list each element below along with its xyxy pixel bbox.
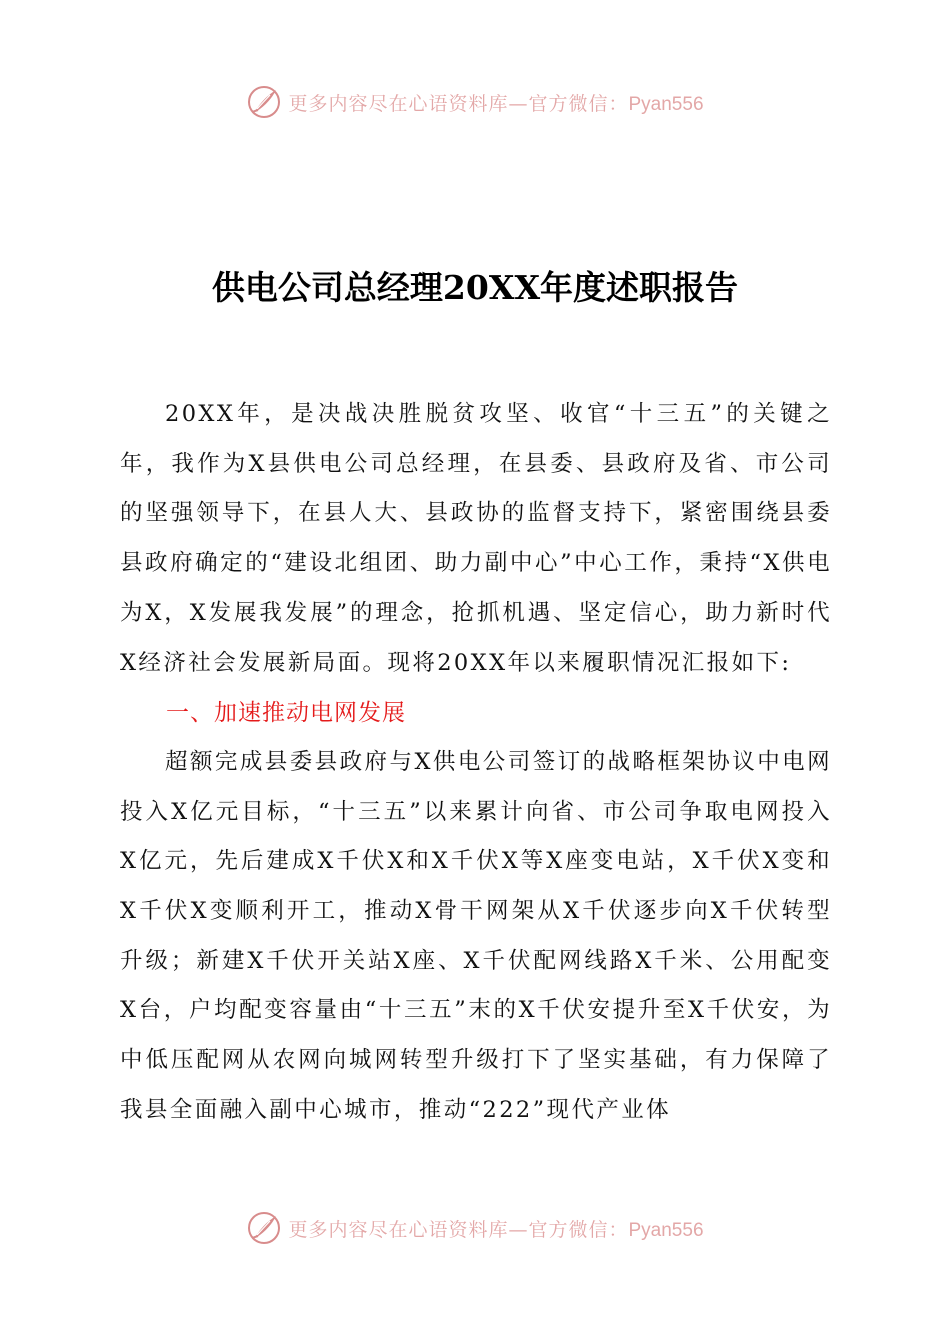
- watermark-text: 更多内容尽在心语资料库—官方微信：Pyan556: [288, 92, 704, 115]
- document-body: [120, 390, 832, 1136]
- watermark-wechat-id: Pyan556: [628, 93, 704, 115]
- document-title: 供电公司总经理20XX年度述职报告: [211, 268, 739, 307]
- intro-paragraph: 20XX年，是决战决胜脱贫攻坚、收官“十三五”的关键之年，我作为X县供电公司总经理，在县委、县政府及省、市公司的坚强领导下，在县人大、县政协的监督支持下，紧密围绕县委县政府确定的“建设北组团、助力副中心”中心工作，秉持“X供电为X，X发展我发展”的理念，抢抓机遇、坚定信心，助力新时代X经济社会发展新局面。现将20XX年以来履职情况汇报如下:: [120, 401, 832, 676]
- section-heading-1: 一、加速推动电网发展: [166, 699, 406, 726]
- watermark-wechat-id: Pyan556: [628, 1219, 704, 1241]
- quill-logo-icon: [246, 84, 282, 120]
- watermark-text: 更多内容尽在心语资料库—官方微信：Pyan556: [288, 1218, 704, 1241]
- quill-logo-icon: [246, 1210, 282, 1246]
- section-1-paragraph: 超额完成县委县政府与X供电公司签订的战略框架协议中电网投入X亿元目标，“十三五”以来累计向省、市公司争取电网投入X亿元，先后建成X千伏X和X千伏X等X座变电站，X千伏X变和X千伏X变顺利开工，推动X骨干网架从X千伏逐步向X千伏转型升级；新建X千伏开关站X座、X千伏配网线路X千米、公用配变X台，户均配变容量由“十三五”末的X千伏安提升至X千伏安，为中低压配网从农网向城网转型升级打下了坚实基础，有力保障了我县全面融入副中心城市，推动“222”现代产业体: [120, 748, 832, 1123]
- watermark-header: [0, 84, 950, 120]
- watermark-footer: [0, 1210, 950, 1246]
